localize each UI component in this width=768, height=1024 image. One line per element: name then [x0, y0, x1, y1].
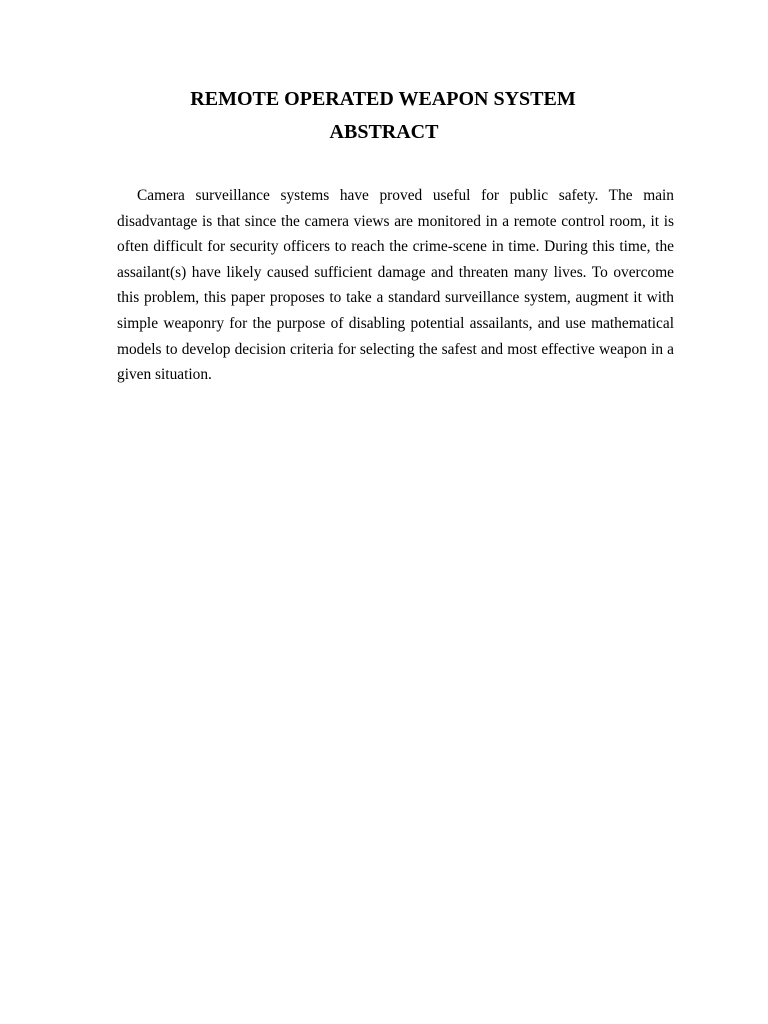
abstract-heading: ABSTRACT	[329, 121, 439, 143]
document-title: REMOTE OPERATED WEAPON SYSTEM	[190, 88, 576, 110]
abstract-paragraph: Camera surveillance systems have proved useful for public safety. The main disadvantage is that since the camera views are monitored in a remote control room, it is often difficult for security officers to reach the crime-scene in time. During this time, the assailant(s) have likely caused sufficient damage and threaten many lives. To overcome this problem, this paper proposes to take a standard surveillance system, augment it with simple weaponry for the purpose of disabling potential assailants, and use mathematical models to develop decision criteria for selecting the safest and most effective weapon in a given situation.	[117, 187, 674, 384]
